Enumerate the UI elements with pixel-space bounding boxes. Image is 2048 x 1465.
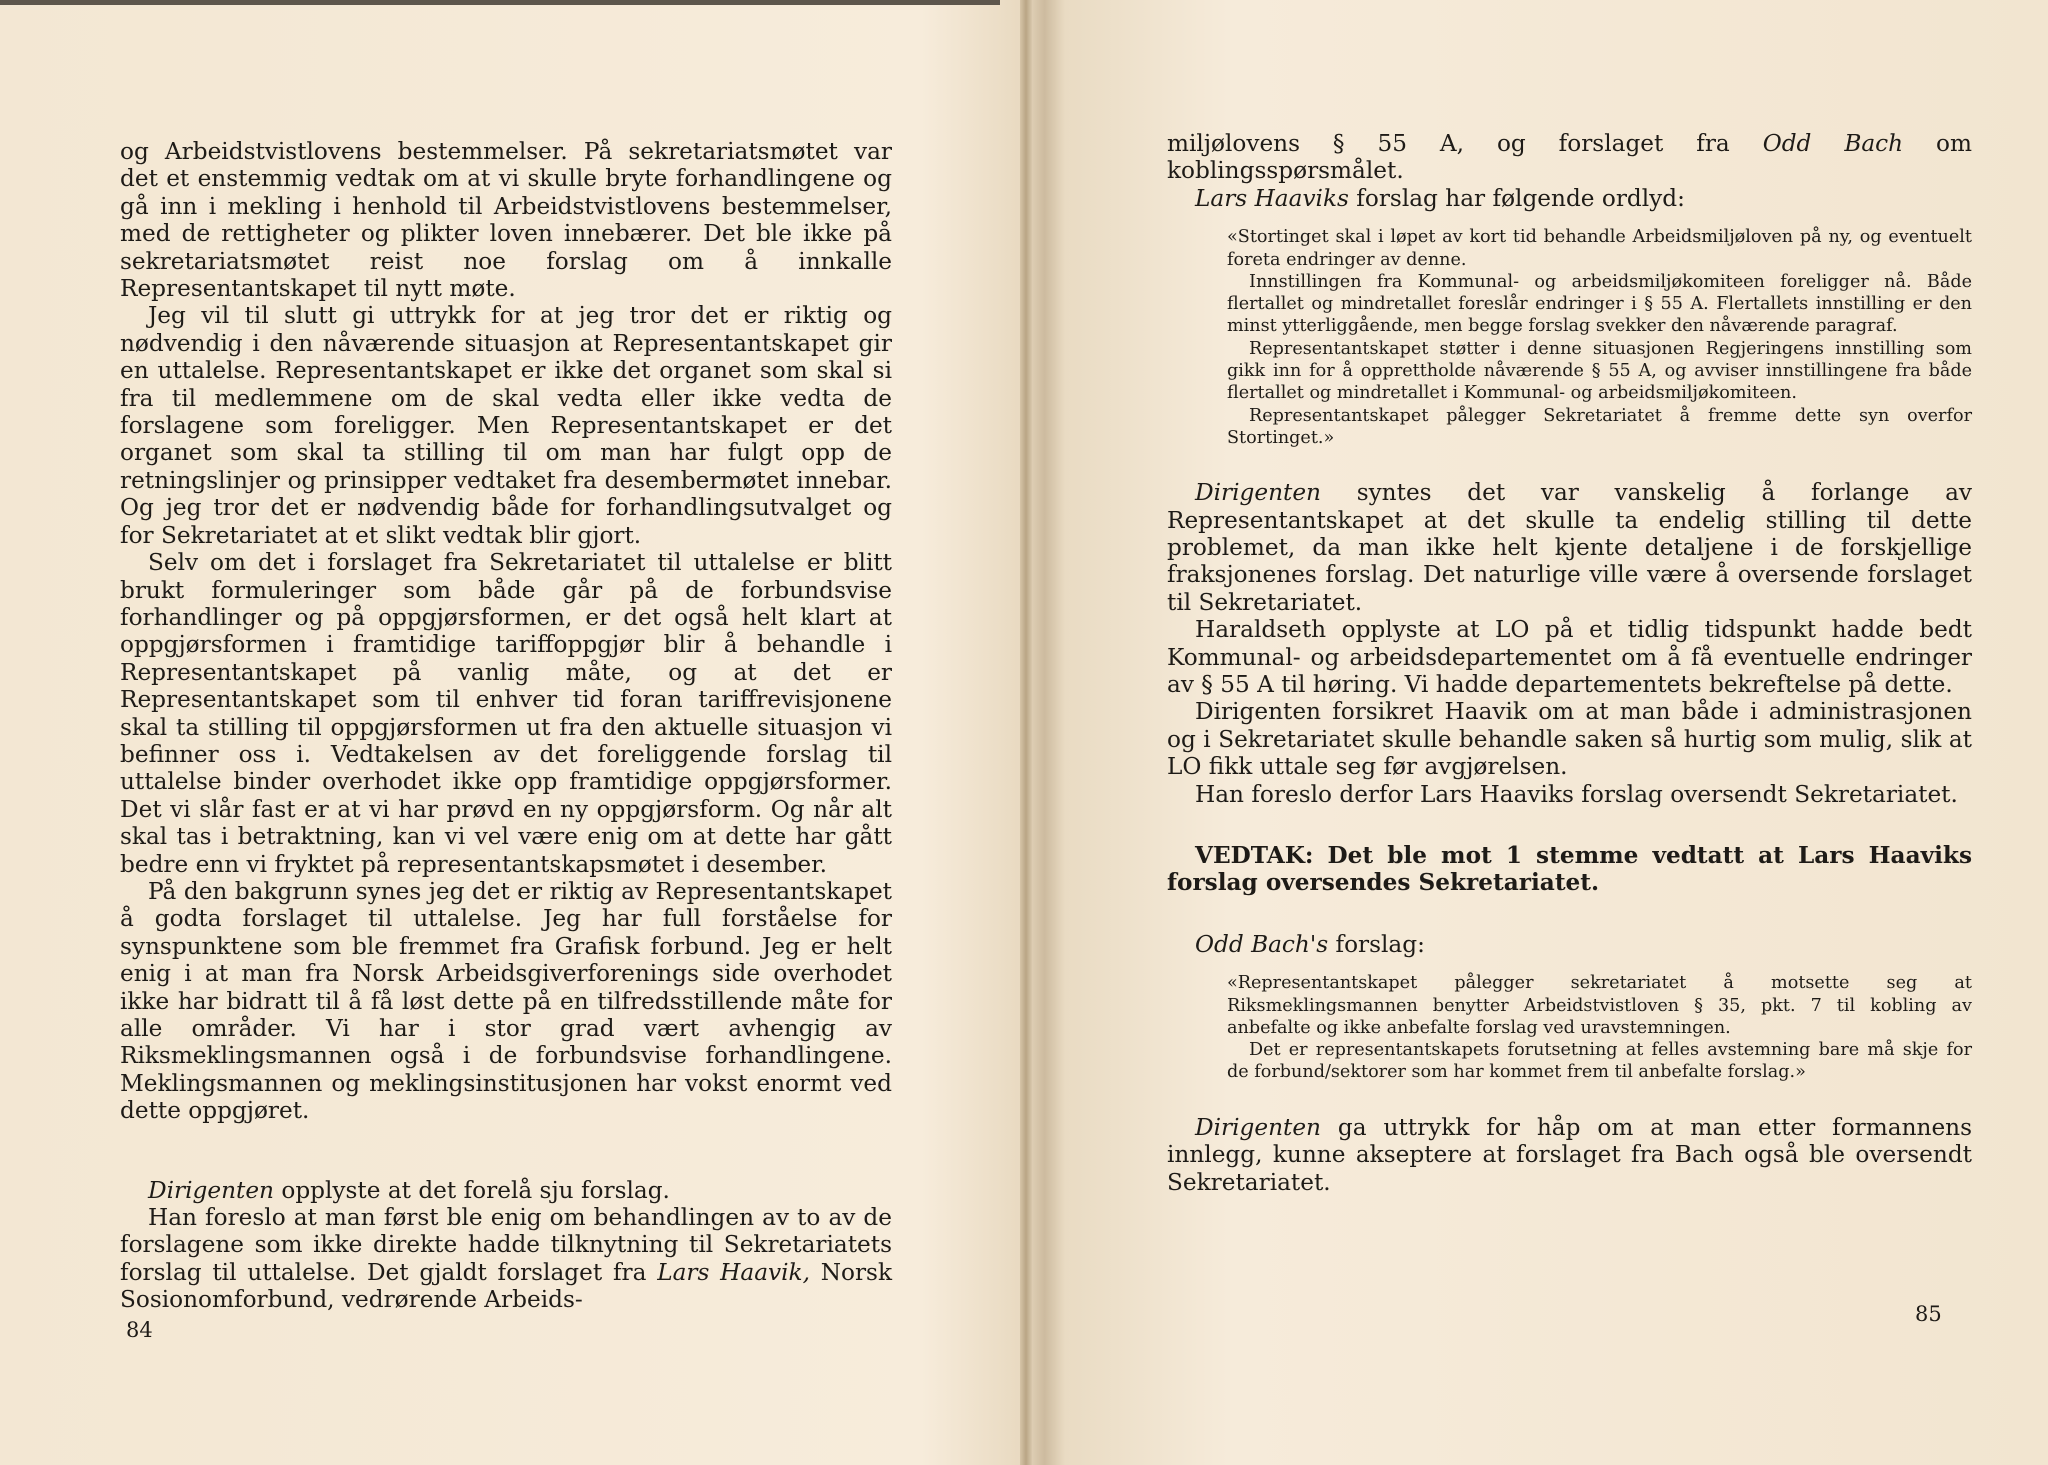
spacer — [1167, 897, 1972, 931]
quote-bach — [1227, 972, 1972, 1083]
book-gutter — [1020, 0, 1032, 1465]
right-paragraph-1 — [1167, 130, 1972, 185]
right-text-column — [1167, 130, 1972, 1196]
left-page — [0, 0, 1020, 1465]
paragraph-text: Norsk Sosionomforbund, vedrørende Arbeids- — [120, 1258, 893, 1314]
vedtak-resolution: VEDTAK: Det ble mot 1 stemme vedtatt at Lars Haaviks forslag oversendes Sekretariatet. — [1167, 842, 1972, 897]
left-paragraph-1: og Arbeidstvistlovens bestemmelser. På sekretariatsmøtet var det et enstemmig vedtak om at vi skulle bryte forhandlingene og gå inn i mekling i henhold til Arbeidstvistlovens bestemmelser, med de rettigheter og plikter loven innebærer. Det ble ikke på sekretariatsmøtet reist noe forslag om å innkalle Representantskapet til nytt møte. — [120, 138, 892, 303]
spacer — [1167, 808, 1972, 842]
left-paragraph-6 — [120, 1204, 892, 1314]
right-paragraph-3 — [1167, 479, 1972, 616]
paragraph-text: forslag har følgende ordlyd: — [1348, 184, 1685, 212]
person-name: Odd Bach — [1762, 130, 1904, 157]
spacer — [1167, 449, 1972, 479]
right-paragraph-6: Han foreslo derfor Lars Haaviks forslag oversendt Sekretariatet. — [1195, 780, 1958, 808]
left-paragraph-4: På den bakgrunn synes jeg det er riktig av Representantskapet å godta forslaget til uttalelse. Jeg har full forståelse for synspunktene som ble fremmet fra Grafisk forbund. Jeg er helt enig i at man fra Norsk Arbeidsgiverforenings side overhodet ikke har bidratt til å få løst dette på en tilfredsstillende måte for alle områder. Vi har i stor grad vært avhengig av Riksmeklingsmannen også i de forbundsvise forhandlingene. Meklingsmannen og meklingsinstitusjonen har vokst enormt ved dette oppgjøret. — [120, 877, 892, 1125]
right-paragraph-7 — [1167, 931, 1972, 958]
quote-paragraph: «Stortinget skal i løpet av kort tid behandle Arbeidsmiljøloven på ny, og eventuelt foreta endringer av denne. — [1227, 227, 1972, 270]
left-paragraph-2: Jeg vil til slutt gi uttrykk for at jeg tror det er riktig og nødvendig i den nåværende situasjon at Representantskapet gir en uttalelse. Representantskapet er ikke det organet som skal si fra til medlemmene om de skal vedta eller ikke vedta de forslagene som foreligger. Men Representantskapet er det organet som skal ta stilling til om man har fulgt opp de retningslinjer og prinsipper vedtaket fra desembermøtet innebar. Og jeg tror det er nødvendig både for forhandlingsutvalget og for Sekretariatet at et slikt vedtak blir gjort. — [120, 302, 892, 549]
speaker-name: Dirigenten — [148, 1176, 274, 1204]
quote-paragraph: Innstillingen fra Kommunal- og arbeidsmiljøkomiteen foreligger nå. Både flertallet og mindretallet foreslår endringer i § 55 A. Flertallets innstilling er den minst ytterliggående, men begge forslag svekker den nåværende paragraf. — [1227, 271, 1972, 337]
right-paragraph-5: Dirigenten forsikret Haavik om at man både i administrasjonen og i Sekretariatet skulle behandle saken så hurtig som mulig, slik at LO fikk uttale seg før avgjørelsen. — [1167, 698, 1972, 781]
paragraph-text: ga uttrykk for håp om at man etter formannens innlegg, kunne akseptere at forslaget fra Bach også ble oversendt Sekretariatet. — [1167, 1113, 1972, 1196]
spacer — [1167, 212, 1972, 226]
spacer — [1167, 958, 1972, 972]
person-name: Lars Haavik, — [657, 1258, 810, 1286]
left-text-column — [120, 138, 892, 1314]
quote-paragraph: Det er representantskapets forutsetning at felles avstemning bare må skje for de forbund/sektorer som har kommet frem til anbefalte forslag.» — [1227, 1040, 1972, 1083]
paragraph-text: opplyste at det forelå sju forslag. — [273, 1176, 670, 1204]
left-paragraph-5 — [120, 1177, 892, 1204]
person-name: Odd Bach's — [1195, 930, 1329, 958]
spacer — [120, 1125, 892, 1177]
right-paragraph-8 — [1167, 1114, 1972, 1196]
paragraph-text: Han foreslo at man først ble enig om behandlingen av to av de forslagene som ikke direkte hadde tilknytning til Sekretariatets forslag til uttalelse. Det gjaldt forslaget fra — [120, 1204, 892, 1286]
speaker-name: Dirigenten — [1195, 1113, 1321, 1141]
speaker-name: Dirigenten — [1195, 479, 1321, 507]
quote-paragraph: «Representantskapet pålegger sekretariatet å motsette seg at Riksmeklingsmannen benytter Arbeidstvistloven § 35, pkt. 7 til kobling av anbefalte og ikke anbefalte forslag ved uravstemningen. — [1227, 973, 1972, 1038]
paragraph-text: syntes det var vanskelig å forlange av Representantskapet at det skulle ta endelig stilling til dette problemet, da man ikke helt kjente detaljene i de forskjellige fraksjonenes forslag. Det naturlige ville være å oversende forslaget til Sekretariatet. — [1167, 479, 1972, 616]
page-number-left: 84 — [126, 1318, 153, 1342]
left-paragraph-3: Selv om det i forslaget fra Sekretariatet til uttalelse er blitt brukt formuleringer som både går på de forbundsvise forhandlinger og på oppgjørsformen, er det også helt klart at oppgjørsformen i framtidige tariffoppgjør blir å behandle i Representantskapet på vanlig måte, og at det er Representantskapet som til enhver tid foran tariffrevisjonene skal ta stilling til oppgjørsformen ut fra den aktuelle situasjon vi befinner oss i. Vedtakelsen av det foreliggende forslag til uttalelse binder overhodet ikke opp framtidige oppgjørsformer. Det vi slår fast er at vi har prøvd en ny oppgjørsform. Og når alt skal tas i betraktning, kan vi vel være enig om at dette har gått bedre enn vi fryktet på representantskapsmøtet i desember. — [120, 549, 892, 878]
paragraph-text: forslag: — [1328, 930, 1425, 958]
quote-paragraph: Representantskapet støtter i denne situasjonen Regjeringens innstilling som gikk inn for å opprettholde nåværende § 55 A, og avviser innstillingene fra både flertallet og mindretallet i Kommunal- og arbeidsmiljøkomiteen. — [1227, 338, 1972, 404]
right-paragraph-2 — [1167, 185, 1972, 212]
paragraph-text: miljølovens § 55 A, og forslaget fra — [1167, 130, 1763, 157]
page-number-right: 85 — [1915, 1302, 1942, 1326]
quote-haavik — [1227, 226, 1972, 449]
right-paragraph-4: Haraldseth opplyste at LO på et tidlig tidspunkt hadde bedt Kommunal- og arbeidsdepartementet om å få eventuelle endringer av § 55 A til høring. Vi hadde departementets bekreftelse på dette. — [1167, 616, 1972, 699]
right-page — [1032, 0, 2048, 1465]
spacer — [1167, 1084, 1972, 1114]
quote-paragraph: Representantskapet pålegger Sekretariatet å fremme dette syn overfor Stortinget.» — [1227, 405, 1972, 448]
paragraph-text: om koblingsspørsmålet. — [1167, 130, 1972, 185]
person-name: Lars Haaviks — [1195, 184, 1349, 212]
